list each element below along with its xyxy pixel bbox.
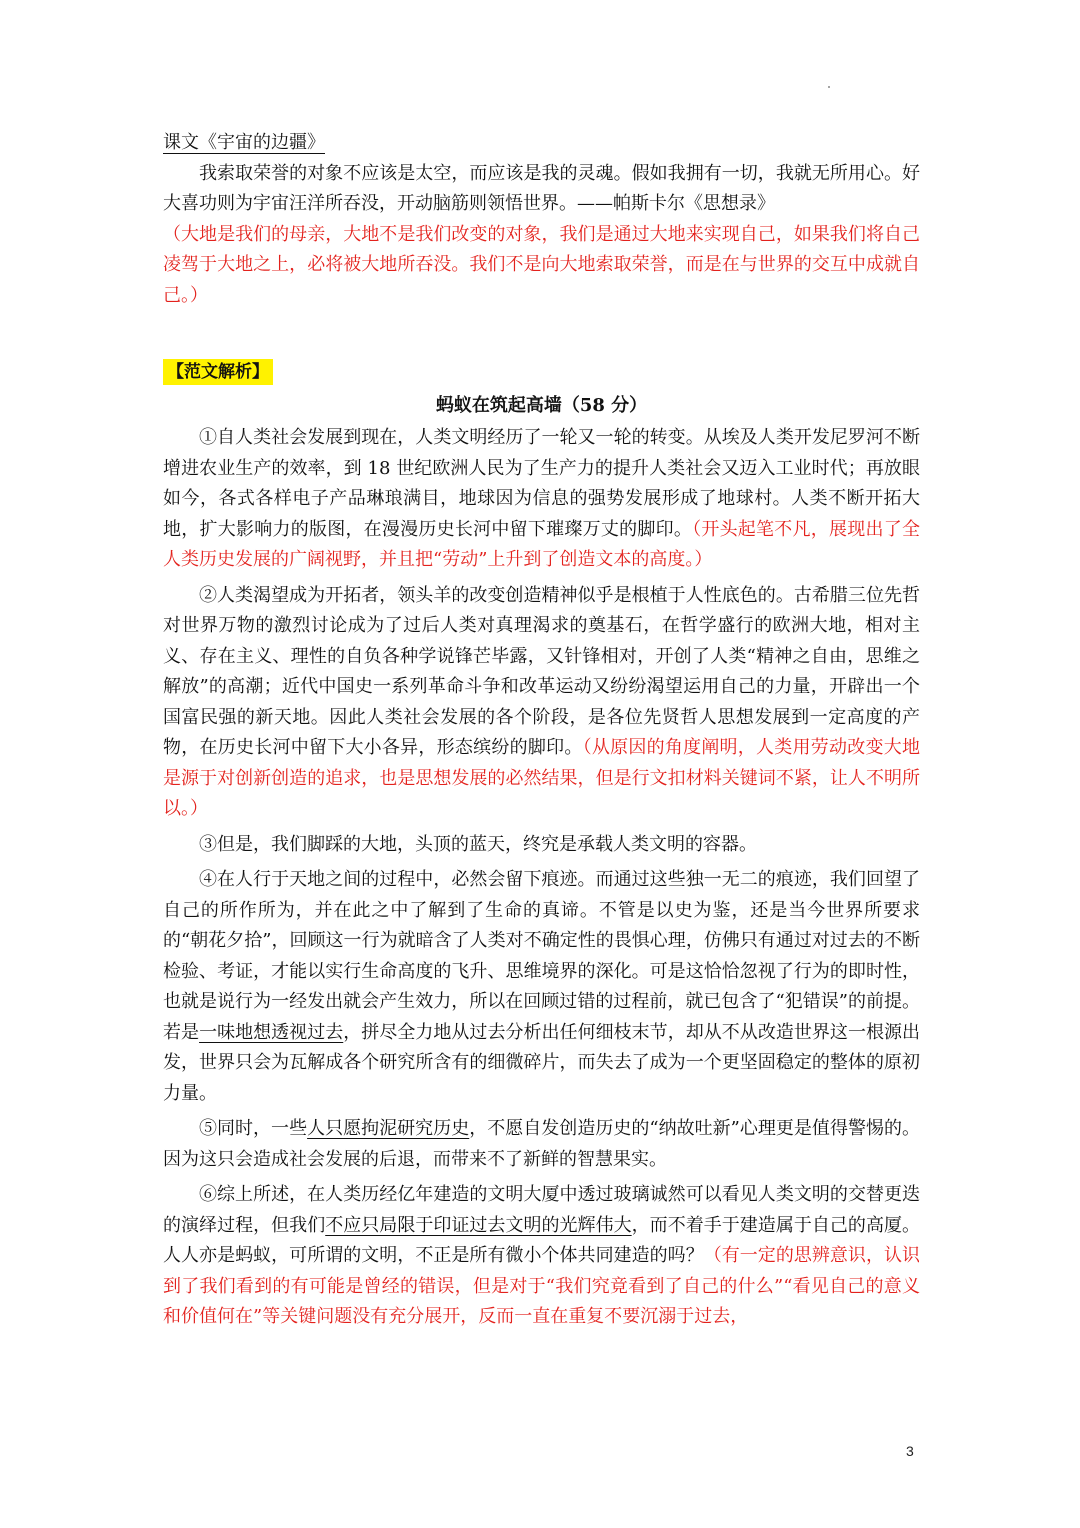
paragraph-text: ，而不着手于建造属于自己的高厦。人人亦是蚂蚁，可所谓的文明，不正是所有微小个体共同建造的吗？: [163, 1214, 921, 1266]
essay-paragraph-3: [163, 830, 920, 861]
section-label-wrap: [163, 359, 920, 389]
essay-paragraph-2: [163, 581, 920, 825]
paragraph-text: ①自人类社会发展到现在，人类文明经历了一轮又一轮的转变。从埃及人类开发尼罗河不断增进农业生产的效率，到 18 世纪欧洲人民为了生产力的提升人类社会又迈入工业时代；再放眼如今，各式各样电子产品琳琅满目，地球因为信息的强势发展形成了地球村。人类不断开拓大地，扩大影响力的版图，在漫漫历史长河中留下璀璨万丈的脚印。: [163, 427, 920, 540]
quote-comment: （大地是我们的母亲，大地不是我们改变的对象，我们是通过大地来实现自己，如果我们将自己凌驾于大地之上，必将被大地所吞没。我们不是向大地索取荣誉，而是在与世界的交互中成就自己。）: [163, 223, 920, 306]
paragraph-text: ③但是，我们脚踩的大地，头顶的蓝天，终究是承载人类文明的容器。: [199, 833, 757, 855]
quote-text: 我索取荣誉的对象不应该是太空，而应该是我的灵魂。假如我拥有一切，我就无所用心。好大喜功则为宇宙汪洋所吞没，开动脑筋则领悟世界。——帕斯卡尔《思想录》: [163, 162, 920, 214]
paragraph-comment: （从原因的角度阐明，人类用劳动改变大地是源于对创新创造的追求，也是思想发展的必然结果，但是行文扣材料关键词不紧，让人不明所以。）: [163, 737, 920, 819]
paragraph-comment: （有一定的思辨意识，认识到了我们看到的有可能是曾经的错误，但是对于“我们究竟看到了自己的什么”“看见自己的意义和价值何在”等关键问题没有充分展开，反而一直在重复不要沉溺于过去，: [163, 1245, 921, 1327]
paragraph-text: ⑥综上所述，在人类历经亿年建造的文明大厦中透过玻璃诚然可以看见人类文明的交替更迭的演绎过程，但我们: [163, 1184, 920, 1236]
essay-paragraph-1: [163, 423, 920, 576]
section-label: 【范文解析】: [163, 359, 273, 385]
essay-title: 蚂蚁在筑起高墙（58 分）: [435, 395, 648, 416]
essay-paragraph-6: [163, 1180, 920, 1333]
underlined-phrase: 不应只局限于印证过去文明的光辉伟大: [325, 1214, 632, 1236]
quote-paragraph: [163, 159, 920, 220]
essay-paragraph-4: [163, 865, 920, 1109]
page-number: 3: [906, 1443, 914, 1459]
underlined-phrase: 人只愿拘泥研究历史: [307, 1118, 470, 1139]
document-body: [163, 128, 920, 1338]
paragraph-text: ，不愿自发创造历史的“纳故吐新”心理更是值得警惕的。因为这只会造成社会发展的后退，而带来不了新鲜的智慧果实。: [163, 1118, 921, 1170]
paragraph-text: ⑤同时，一些: [199, 1118, 308, 1139]
underlined-phrase: 一味地想透视过去: [199, 1021, 344, 1043]
paragraph-text: ，拼尽全力地从过去分析出任何细枝末节，却从不从改造世界这一根源出发，世界只会为瓦解成各个研究所含有的细微碎片，而失去了成为一个更坚固稳定的整体的原初力量。: [163, 1021, 921, 1104]
paragraph-comment: （开头起笔不凡，展现出了全人类历史发展的广阔视野，并且把“劳动”上升到了创造文本的高度。）: [163, 518, 921, 570]
essay-paragraph-5: [163, 1114, 920, 1175]
paragraph-text: ②人类渴望成为开拓者，领头羊的改变创造精神似乎是根植于人性底色的。古希腊三位先哲对世界万物的激烈讨论成为了过后人类对真理渴求的奠基石，在哲学盛行的欧洲大地，相对主义、存在主义、理性的自负各种学说锋芒毕露，又针锋相对，开创了人类“精神之自由，思维之解放”的高潮；近代中国史一系列革命斗争和改革运动又纷纷渴望运用自己的力量，开辟出一个国富民强的新天地。因此人类社会发展的各个阶段，是各位先贤哲人思想发展到一定高度的产物，在历史长河中留下大小各异，形态缤纷的脚印。: [163, 584, 920, 758]
scan-dot: [828, 86, 830, 88]
paragraph-text: ④在人行于天地之间的过程中，必然会留下痕迹。而通过这些独一无二的痕迹，我们回望了自己的所作所为，并在此之中了解到了生命的真谛。不管是以史为鉴，还是当今世界所要求的“朝花夕拾”，回顾这一行为就暗含了人类对不确定性的畏惧心理，仿佛只有通过对过去的不断检验、考证，才能以实行生命高度的飞升、思维境界的深化。可是这恰恰忽视了行为的即时性，也就是说行为一经发出就会产生效力，所以在回顾过错的过程前，就已包含了“犯错误”的前提。若是: [163, 869, 920, 1043]
source-line: 课文《宇宙的边疆》: [163, 132, 325, 153]
